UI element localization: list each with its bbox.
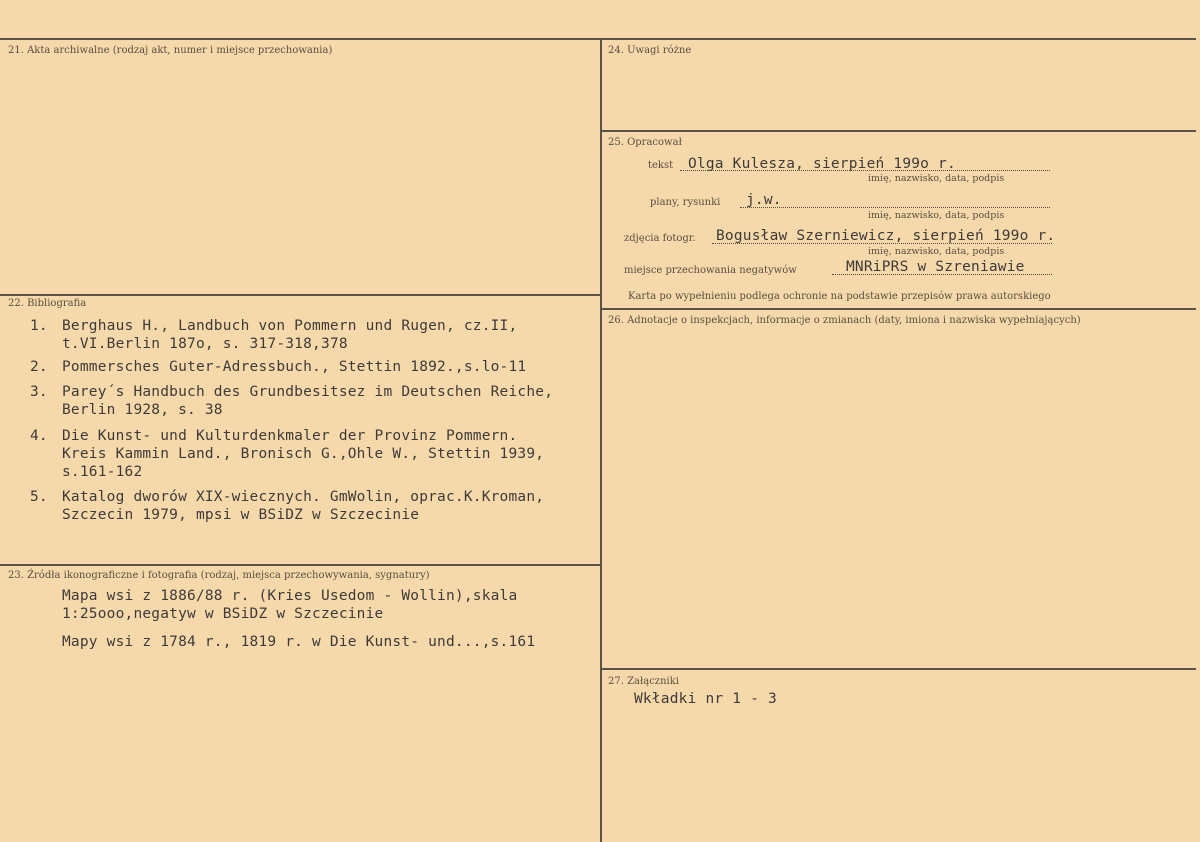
section-21-label: 21. Akta archiwalne (rodzaj akt, numer i miejsce przechowania)	[8, 45, 333, 56]
bib-entry-4-line-1: Die Kunst- und Kulturdenkmaler der Provinz Pommern.	[62, 428, 518, 444]
plany-dotline	[740, 207, 1050, 208]
bib-entry-4-num: 4.	[30, 428, 48, 444]
bib-entry-2-num: 2.	[30, 359, 48, 375]
bib-entry-3-num: 3.	[30, 384, 48, 400]
bib-entry-5-line-2: Szczecin 1979, mpsi w BSiDZ w Szczecinie	[62, 507, 420, 523]
miejsce-label: miejsce przechowania negatywów	[624, 265, 797, 276]
bib-entry-2-line-1: Pommersches Guter-Adressbuch., Stettin 1892.,s.lo-11	[62, 359, 527, 375]
tekst-label: tekst	[648, 160, 674, 171]
bib-entry-4-line-3: s.161-162	[62, 464, 143, 480]
bib-entry-4-line-2: Kreis Kammin Land., Bronisch G.,Ohle W., Stettin 1939,	[62, 446, 545, 462]
section-22-label: 22. Bibliografia	[8, 298, 87, 309]
bib-entry-1-line-2: t.VI.Berlin 187o, s. 317-318,378	[62, 336, 348, 352]
divider-21-22	[0, 294, 600, 296]
bib-entry-5-line-1: Katalog dworów XIX-wiecznych. GmWolin, oprac.K.Kroman,	[62, 489, 545, 505]
zdjecia-label: zdjęcia fotogr.	[624, 233, 696, 244]
bib-entry-5-num: 5.	[30, 489, 48, 505]
plany-label: plany, rysunki	[650, 197, 721, 208]
section-27-label: 27. Załączniki	[608, 676, 679, 687]
section-23-label: 23. Źródła ikonograficzne i fotografia (rodzaj, miejsca przechowywania, sygnatury)	[8, 570, 430, 581]
zdjecia-value: Bogusław Szerniewicz, sierpień 199o r.	[716, 228, 1056, 244]
divider-22-23	[0, 564, 600, 566]
bib-entry-3-line-1: Parey´s Handbuch des Grundbesitsez im Deutschen Reiche,	[62, 384, 554, 400]
top-border-line	[0, 38, 1196, 40]
plany-sub-caption: imię, nazwisko, data, podpis	[868, 210, 1005, 221]
divider-24-25	[600, 130, 1196, 132]
copyright-note: Karta po wypełnieniu podlega ochronie na podstawie przepisów prawa autorskiego	[628, 291, 1051, 302]
plany-value: j.w.	[746, 192, 782, 208]
bib-entry-1-num: 1.	[30, 318, 48, 334]
miejsce-value: MNRiPRS w Szreniawie	[846, 259, 1025, 275]
attachments-value: Wkładki nr 1 - 3	[634, 691, 777, 707]
iconography-line-3: Mapy wsi z 1784 r., 1819 r. w Die Kunst- und...,s.161	[62, 634, 536, 650]
zdjecia-sub-caption: imię, nazwisko, data, podpis	[868, 246, 1005, 257]
section-24-label: 24. Uwagi różne	[608, 45, 692, 56]
section-25-label: 25. Opracował	[608, 137, 682, 148]
tekst-value: Olga Kulesza, sierpień 199o r.	[688, 156, 956, 172]
iconography-line-2: 1:25ooo,negatyw w BSiDZ w Szczecinie	[62, 606, 384, 622]
bib-entry-1-line-1: Berghaus H., Landbuch von Pommern und Rugen, cz.II,	[62, 318, 518, 334]
divider-26-27	[600, 668, 1196, 670]
iconography-line-1: Mapa wsi z 1886/88 r. (Kries Usedom - Wollin),skala	[62, 588, 518, 604]
divider-25-26	[600, 308, 1196, 310]
tekst-sub-caption: imię, nazwisko, data, podpis	[868, 173, 1005, 184]
center-divider-line	[600, 38, 602, 842]
section-26-label: 26. Adnotacje o inspekcjach, informacje o zmianach (daty, imiona i nazwiska wypełniających)	[608, 315, 1081, 326]
bib-entry-3-line-2: Berlin 1928, s. 38	[62, 402, 223, 418]
